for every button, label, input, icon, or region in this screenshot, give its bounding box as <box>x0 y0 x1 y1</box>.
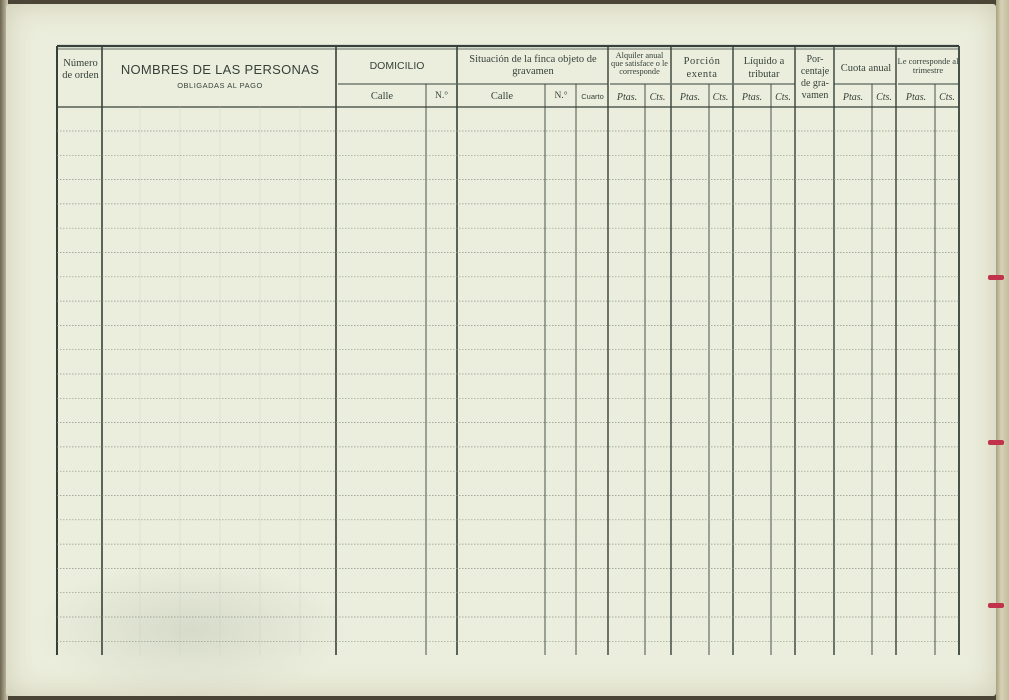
header-liquido-cts: Cts. <box>775 92 791 103</box>
header-alquiler-ptas: Ptas. <box>616 92 638 103</box>
header-trimestre: Le corresponde al trimestre <box>897 56 959 75</box>
header-cuota-anual: Cuota anual <box>840 63 892 74</box>
header-porcion-ptas: Ptas. <box>679 92 701 103</box>
header-alquiler-cts: Cts. <box>649 92 666 103</box>
header-domicilio: DOMICILIO <box>369 60 425 72</box>
header-porcentaje-gravamen: Por- centaje de gra- vamen <box>800 54 830 101</box>
header-trimestre-cts: Cts. <box>939 92 955 103</box>
header-liquido-tributar: Líquido a tributar <box>743 56 785 81</box>
header-nombres-sub: OBLIGADAS AL PAGO <box>177 81 263 90</box>
header-numero-orden: Número de orden <box>62 58 99 81</box>
header-cuota-cts: Cts. <box>876 92 892 103</box>
header-trimestre-ptas: Ptas. <box>905 92 927 103</box>
header-domicilio-calle: Calle <box>370 91 394 102</box>
header-cuota-ptas: Ptas. <box>842 92 864 103</box>
header-situacion-cuarto: Cuarto <box>581 92 604 101</box>
header-situacion-numero: N.° <box>554 91 568 101</box>
header-nombres: NOMBRES DE LAS PERSONAS <box>120 62 320 77</box>
header-domicilio-numero: N.° <box>434 91 449 101</box>
header-porcion-cts: Cts. <box>712 92 729 103</box>
header-porcion-exenta: Porción exenta <box>683 56 721 81</box>
header-situacion: Situación de la finca objeto de gravamen <box>469 54 597 77</box>
header-situacion-calle: Calle <box>490 91 514 102</box>
header-alquiler-anual: Alquiler anual que satisface o le corresponde <box>611 51 668 76</box>
header-liquido-ptas: Ptas. <box>741 92 763 103</box>
